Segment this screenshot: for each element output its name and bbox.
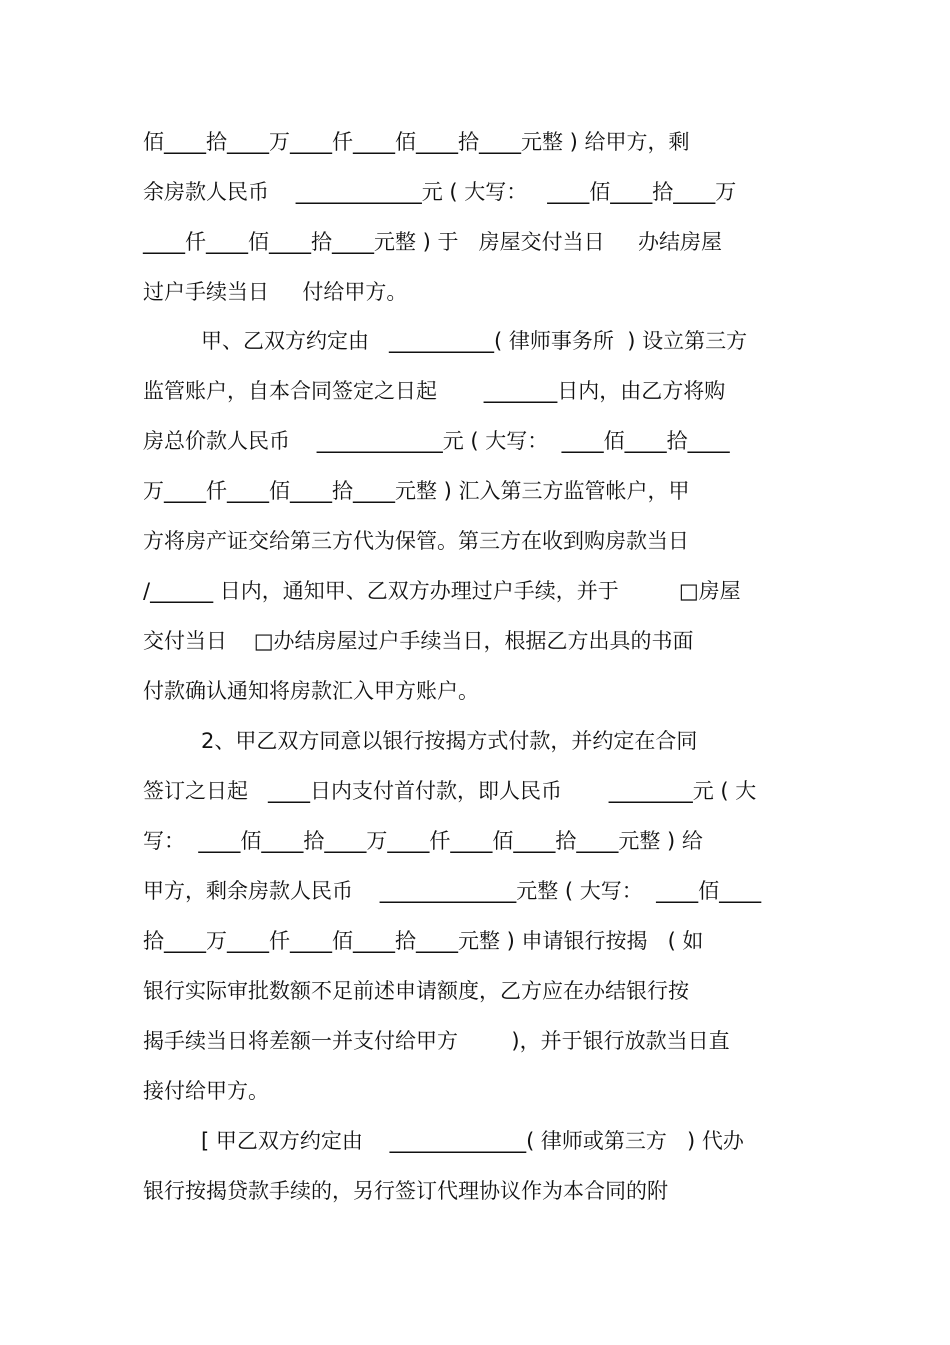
text-line-6: 监管账户，自本合同签定之日起 _______日内，由乙方将购 <box>143 379 726 403</box>
text-line-14: 签订之日起 ____日内支付首付款，即人民币 ________元 ( 大 <box>143 779 757 803</box>
text-line-10: /______ 日内，通知甲、乙双方办理过户手续，并于 □房屋 <box>143 579 741 603</box>
text-line-2: 余房款人民币 ____________元 ( 大写： ____佰____拾____万 <box>143 180 737 204</box>
text-line-13: 2、甲乙双方同意以银行按揭方式付款，并约定在合同 <box>201 729 698 753</box>
text-line-22: 银行按揭贷款手续的，另行签订代理协议作为本合同的附 <box>143 1179 668 1203</box>
text-line-5: 甲、乙双方约定由 __________( 律师事务所 ) 设立第三方 <box>201 329 748 353</box>
text-line-21: [ 甲乙双方约定由 _____________( 律师或第三方 ) 代办 <box>201 1129 744 1153</box>
text-line-9: 方将房产证交给第三方代为保管。第三方在收到购房款当日 <box>143 529 689 553</box>
text-line-15: 写： ____佰____拾____万____仟____佰____拾____元整 ) 给 <box>143 829 703 853</box>
text-line-12: 付款确认通知将房款汇入甲方账户。 <box>143 679 479 703</box>
text-line-4: 过户手续当日 付给甲方。 <box>143 280 408 304</box>
text-line-11: 交付当日 □办结房屋过户手续当日，根据乙方出具的书面 <box>143 629 694 653</box>
text-line-17: 拾____万____仟____佰____拾____元整 ) 申请银行按揭 ( 如 <box>143 929 704 953</box>
text-line-1: 佰____拾____万____仟____佰____拾____元整 ) 给甲方，剩 <box>143 130 690 154</box>
text-line-8: 万____仟____佰____拾____元整 ) 汇入第三方监管帐户，甲 <box>143 479 690 503</box>
text-line-16: 甲方，剩余房款人民币 _____________元整 ( 大写： ____佰____ <box>143 879 762 903</box>
text-line-3: ____仟____佰____拾____元整 ) 于 房屋交付当日 办结房屋 <box>143 230 722 254</box>
text-line-20: 接付给甲方。 <box>143 1079 269 1103</box>
text-line-18: 银行实际审批数额不足前述申请额度，乙方应在办结银行按 <box>143 979 689 1003</box>
text-line-19: 揭手续当日将差额一并支付给甲方 )，并于银行放款当日直 <box>143 1029 730 1053</box>
text-line-7: 房总价款人民币 ____________元 ( 大写： ____佰____拾____ <box>143 429 730 453</box>
